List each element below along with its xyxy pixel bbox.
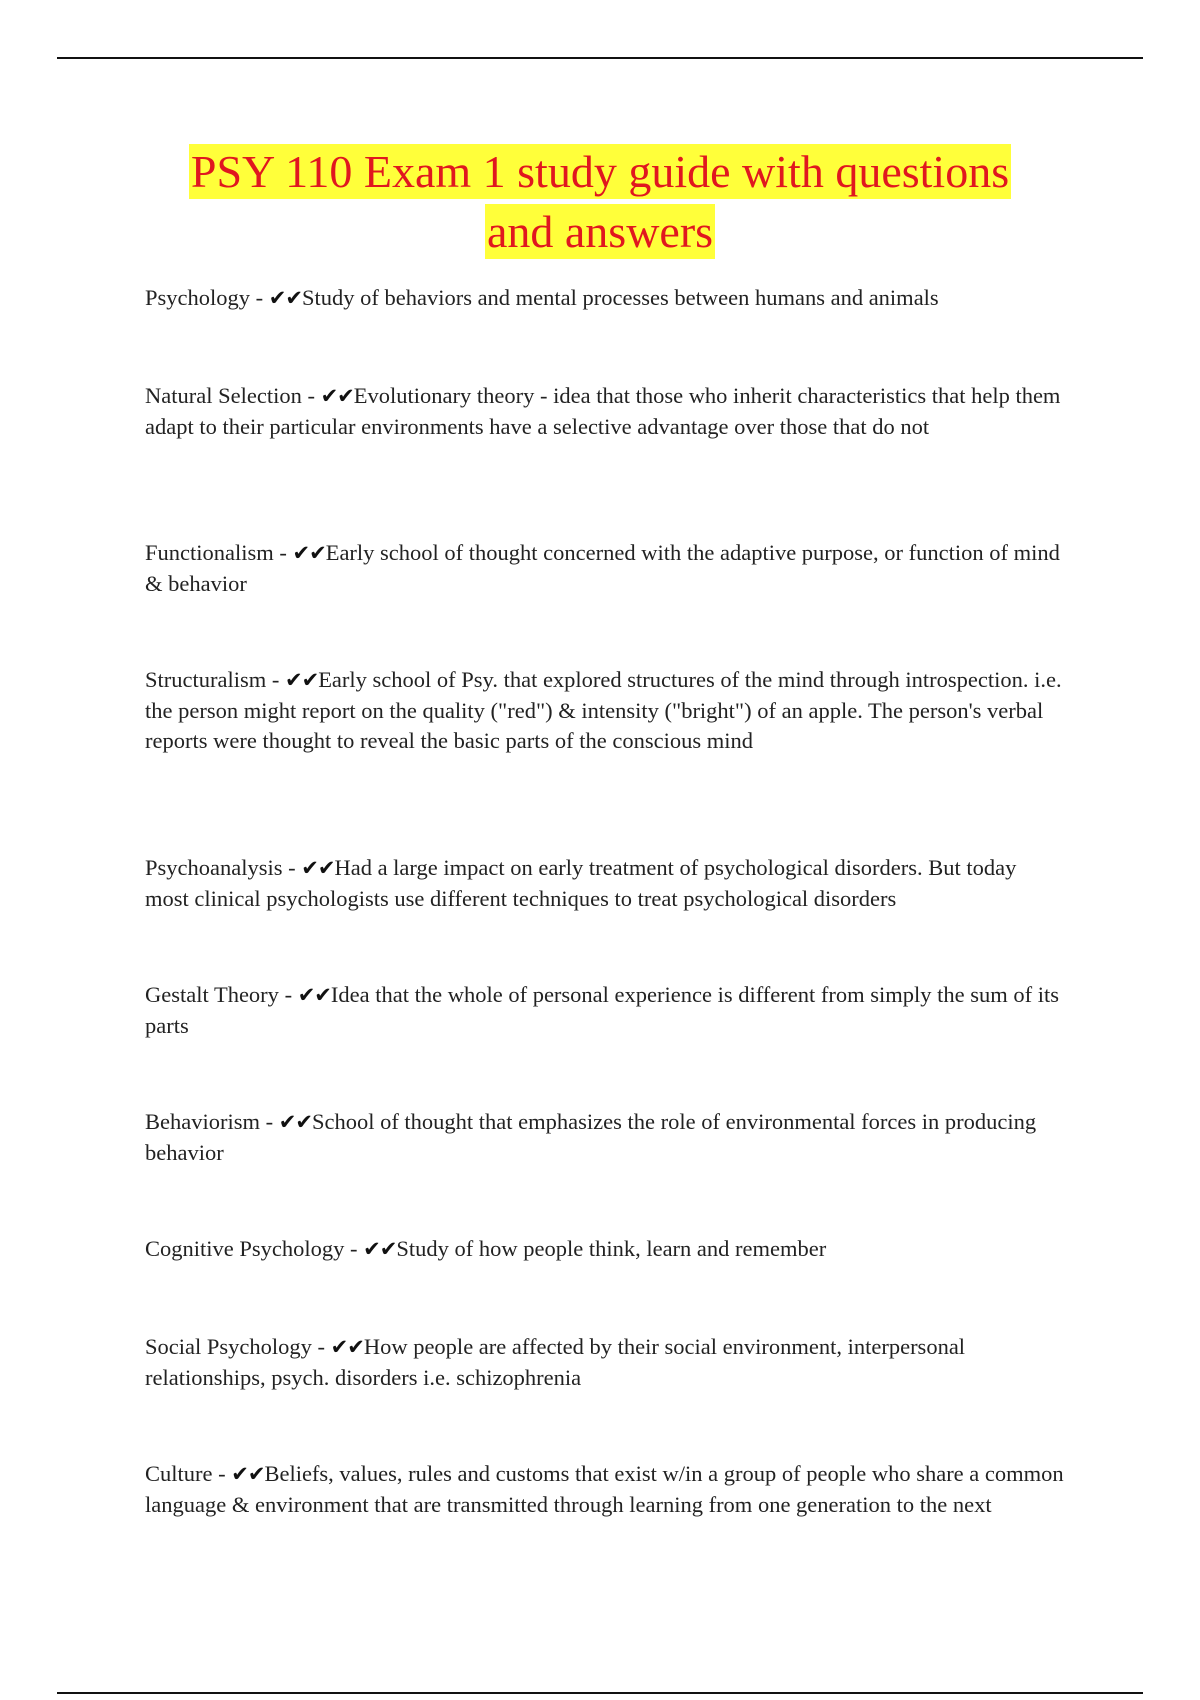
entry-term: Behaviorism — [145, 1109, 260, 1134]
entry-answer: Early school of thought concerned with the adaptive purpose, or function of mind & behavior — [145, 540, 1060, 596]
double-check-icon: ✔✔ — [363, 1237, 397, 1261]
double-check-icon: ✔✔ — [268, 286, 302, 310]
document-title — [110, 142, 1090, 262]
double-check-icon: ✔✔ — [231, 1462, 265, 1486]
qa-entry-cognitive-psychology — [145, 1234, 1065, 1265]
entry-term: Culture — [145, 1461, 213, 1486]
double-check-icon: ✔✔ — [330, 1335, 364, 1359]
entry-separator: - — [212, 1461, 232, 1486]
entry-answer: Study of behaviors and mental processes between humans and animals — [301, 285, 939, 310]
double-check-icon: ✔✔ — [284, 668, 319, 692]
entry-term: Psychology — [145, 285, 251, 310]
entry-term: Structuralism — [145, 667, 267, 692]
entry-term: Social Psychology — [145, 1334, 312, 1359]
entry-term: Functionalism — [145, 540, 274, 565]
top-rule — [57, 57, 1143, 59]
entry-separator: - — [311, 1334, 331, 1359]
qa-entry-gestalt-theory — [145, 980, 1065, 1041]
qa-entry-social-psychology — [145, 1332, 1065, 1393]
qa-entry-psychoanalysis — [145, 853, 1065, 914]
double-check-icon: ✔✔ — [320, 384, 354, 408]
entry-separator: - — [273, 540, 293, 565]
entry-answer: How people are affected by their social environment, interpersonal relationships, psych. disorders i.e. schizophrenia — [145, 1334, 966, 1390]
entry-answer: Early school of Psy. that explored structures of the mind through introspection. i.e. the person might report on the quality ("red") & intensity ("bright") of an apple. The person's verbal reports were thought to reveal the basic parts of the conscious mind — [145, 667, 1062, 753]
entry-separator: - — [301, 383, 321, 408]
entry-term: Psychoanalysis — [145, 855, 283, 880]
bottom-rule — [57, 1692, 1143, 1694]
title-line-1: PSY 110 Exam 1 study guide with questions — [190, 146, 1010, 197]
entry-answer: Study of how people think, learn and remember — [396, 1236, 827, 1261]
double-check-icon: ✔✔ — [297, 983, 331, 1007]
entry-answer: Had a large impact on early treatment of psychological disorders. But today most clinical psychologists use different techniques to treat psychological disorders — [145, 855, 1017, 911]
entry-term: Gestalt Theory — [145, 982, 279, 1007]
double-check-icon: ✔✔ — [292, 541, 326, 565]
qa-entry-behaviorism — [145, 1107, 1065, 1168]
entry-term: Cognitive Psychology — [145, 1236, 345, 1261]
entry-separator: - — [266, 667, 285, 692]
entry-answer: School of thought that emphasizes the role of environmental forces in producing behavior — [145, 1109, 1037, 1165]
entry-separator: - — [259, 1109, 279, 1134]
qa-entry-functionalism — [145, 538, 1065, 599]
qa-entry-structuralism — [145, 665, 1065, 757]
entry-separator: - — [282, 855, 302, 880]
entry-separator: - — [278, 982, 298, 1007]
entry-term: Natural Selection — [145, 383, 302, 408]
entry-answer: Evolutionary theory - idea that those who inherit characteristics that help them adapt to their particular environments have a selective advantage over those that do not — [145, 383, 1061, 439]
double-check-icon: ✔✔ — [278, 1110, 312, 1134]
entry-answer: Idea that the whole of personal experience is different from simply the sum of its parts — [145, 982, 1060, 1038]
title-line-2: and answers — [486, 206, 714, 257]
double-check-icon: ✔✔ — [301, 856, 335, 880]
entry-answer: Beliefs, values, rules and customs that exist w/in a group of people who share a common language & environment that are transmitted through learning from one generation to the next — [145, 1461, 1064, 1517]
entry-separator: - — [250, 285, 269, 310]
entry-separator: - — [344, 1236, 364, 1261]
qa-entry-psychology — [145, 283, 1065, 314]
qa-entry-natural-selection — [145, 381, 1065, 442]
qa-entry-culture — [145, 1459, 1065, 1520]
